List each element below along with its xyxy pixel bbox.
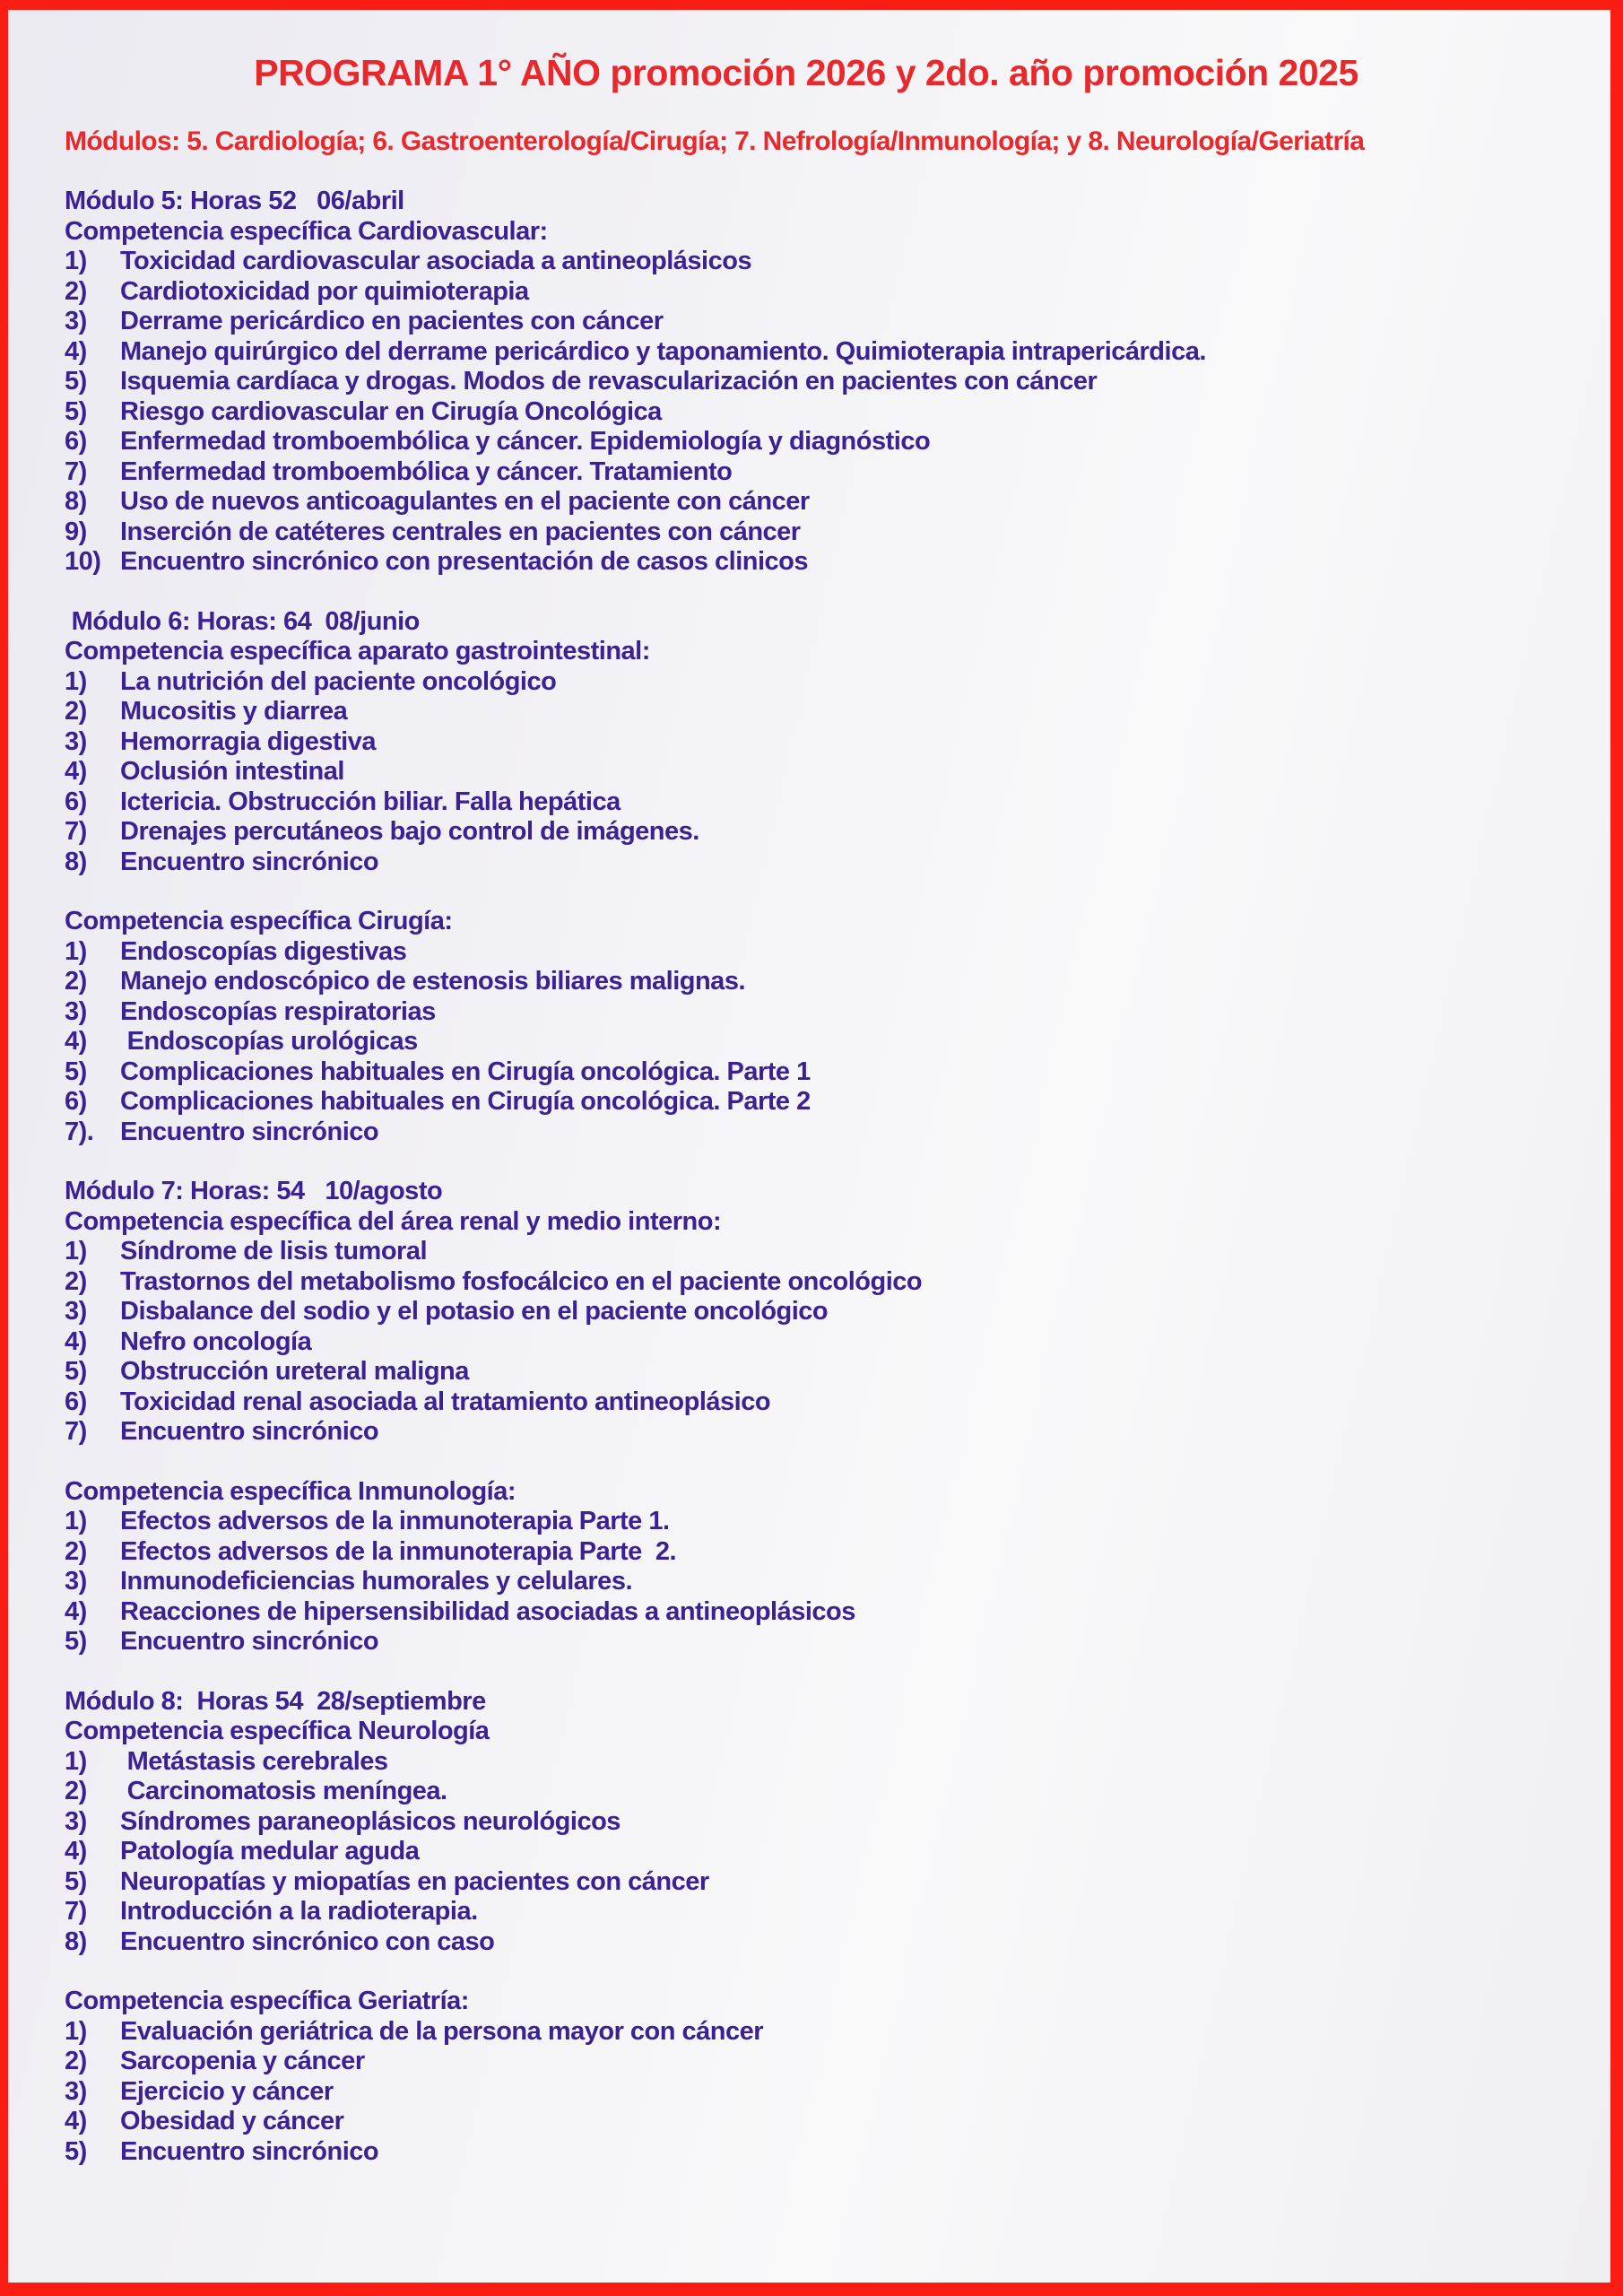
list-item bbox=[65, 1747, 1575, 1778]
document-content bbox=[8, 10, 1610, 2167]
competencia-subheading: Competencia específica Geriatría: bbox=[65, 1987, 469, 2015]
item-text: Hemorragia digestiva bbox=[120, 726, 376, 756]
item-text: Encuentro sincrónico con presentación de casos clinicos bbox=[120, 547, 808, 576]
item-text: Encuentro sincrónico bbox=[120, 1117, 379, 1146]
modules-subtitle: Módulos: 5. Cardiología; 6. Gastroenterología/Cirugía; 7. Nefrología/Inmunología; y 8. Neurología/Geriatría bbox=[65, 126, 1365, 156]
module-section bbox=[65, 1177, 1575, 1448]
item-text: Inserción de catéteres centrales en pacientes con cáncer bbox=[120, 517, 801, 546]
list-item bbox=[65, 787, 1575, 818]
item-text: Síndromes paraneoplásicos neurológicos bbox=[120, 1806, 621, 1836]
list-item bbox=[65, 817, 1575, 848]
competencia-subheading: Competencia específica Inmunología: bbox=[65, 1476, 516, 1506]
item-number: 5) bbox=[65, 1357, 87, 1386]
item-text: Complicaciones habituales en Cirugía oncológica. Parte 2 bbox=[120, 1087, 811, 1116]
item-number: 8) bbox=[65, 1926, 87, 1956]
item-text: Derrame pericárdico en pacientes con cáncer bbox=[120, 307, 664, 335]
list-item bbox=[65, 547, 1575, 578]
list-item bbox=[65, 427, 1575, 457]
item-text: Endoscopías respiratorias bbox=[120, 996, 436, 1026]
list-item bbox=[65, 367, 1575, 397]
list-item bbox=[65, 517, 1575, 548]
item-text: Introducción a la radioterapia. bbox=[120, 1897, 478, 1926]
item-text: Encuentro sincrónico bbox=[120, 2136, 379, 2166]
list-item bbox=[65, 1837, 1575, 1867]
competencia-subheading: Competencia específica aparato gastrointestinal: bbox=[65, 637, 650, 665]
item-number: 3) bbox=[65, 996, 87, 1026]
item-number: 2) bbox=[65, 2047, 87, 2075]
list-item bbox=[65, 1297, 1575, 1327]
item-number: 5) bbox=[65, 367, 87, 396]
item-number: 2) bbox=[65, 1536, 87, 1566]
item-number: 9) bbox=[65, 517, 87, 546]
item-text: Manejo quirúrgico del derrame pericárdico y taponamiento. Quimioterapia intrapericárdica. bbox=[120, 336, 1206, 366]
item-number: 1) bbox=[65, 247, 87, 275]
list-item bbox=[65, 1237, 1575, 1267]
item-number: 7) bbox=[65, 817, 87, 846]
module-heading: Módulo 5: Horas 52 06/abril bbox=[65, 187, 404, 215]
list-item bbox=[65, 1387, 1575, 1418]
list-item bbox=[65, 307, 1575, 337]
item-number: 5) bbox=[65, 1627, 87, 1656]
item-text: Oclusión intestinal bbox=[120, 757, 344, 786]
item-number: 7). bbox=[65, 1117, 94, 1146]
item-text: Encuentro sincrónico con caso bbox=[120, 1926, 495, 1956]
list-item bbox=[65, 1087, 1575, 1118]
item-number: 10) bbox=[65, 547, 101, 576]
item-number: 4) bbox=[65, 2107, 87, 2135]
competencia-subheading: Competencia específica del área renal y medio interno: bbox=[65, 1206, 722, 1236]
list-item bbox=[65, 967, 1575, 997]
item-text: Inmunodeficiencias humorales y celulares. bbox=[120, 1567, 632, 1596]
item-text: Manejo endoscópico de estenosis biliares malignas. bbox=[120, 967, 745, 996]
module-section bbox=[65, 1477, 1575, 1657]
item-text: Toxicidad renal asociada al tratamiento antineoplásico bbox=[120, 1387, 771, 1416]
item-number: 8) bbox=[65, 487, 87, 516]
item-text: Cardiotoxicidad por quimioterapia bbox=[120, 276, 529, 306]
list-item bbox=[65, 397, 1575, 428]
module-section bbox=[65, 607, 1575, 878]
item-text: Reacciones de hipersensibilidad asociadas a antineoplásicos bbox=[120, 1596, 855, 1626]
item-number: 8) bbox=[65, 847, 87, 876]
item-number: 1) bbox=[65, 1746, 87, 1776]
item-text: Efectos adversos de la inmunoterapia Parte 2. bbox=[120, 1536, 677, 1566]
list-item bbox=[65, 1027, 1575, 1057]
module-section bbox=[65, 187, 1575, 578]
list-item bbox=[65, 1267, 1575, 1298]
item-text: Encuentro sincrónico bbox=[120, 1627, 379, 1656]
item-text: Encuentro sincrónico bbox=[120, 1417, 379, 1446]
list-item bbox=[65, 2077, 1575, 2108]
item-text: Obstrucción ureteral maligna bbox=[120, 1357, 469, 1386]
list-item bbox=[65, 757, 1575, 787]
page-title: PROGRAMA 1° AÑO promoción 2026 y 2do. año promoción 2025 bbox=[254, 52, 1358, 93]
item-text: Ictericia. Obstrucción biliar. Falla hepática bbox=[120, 787, 621, 816]
list-item bbox=[65, 2107, 1575, 2137]
list-item bbox=[65, 487, 1575, 517]
list-item bbox=[65, 1357, 1575, 1387]
list-item bbox=[65, 1057, 1575, 1088]
item-number: 4) bbox=[65, 1027, 87, 1056]
item-number: 2) bbox=[65, 1777, 87, 1805]
competencia-subheading: Competencia específica Cardiovascular: bbox=[65, 216, 548, 246]
item-number: 2) bbox=[65, 1266, 87, 1296]
item-text: Uso de nuevos anticoagulantes en el paciente con cáncer bbox=[120, 487, 810, 516]
item-text: Neuropatías y miopatías en pacientes con cáncer bbox=[120, 1866, 709, 1896]
module-heading: Módulo 6: Horas: 64 08/junio bbox=[65, 606, 420, 636]
item-text: Encuentro sincrónico bbox=[120, 847, 379, 876]
item-text: Endoscopías digestivas bbox=[120, 936, 407, 966]
list-item bbox=[65, 1807, 1575, 1838]
item-number: 3) bbox=[65, 1806, 87, 1836]
item-text: Ejercicio y cáncer bbox=[120, 2076, 334, 2106]
item-text: Trastornos del metabolismo fosfocálcico en el paciente oncológico bbox=[120, 1266, 923, 1296]
item-number: 3) bbox=[65, 726, 87, 756]
item-number: 2) bbox=[65, 697, 87, 726]
item-text: Patología medular aguda bbox=[120, 1837, 420, 1866]
module-heading: Módulo 7: Horas: 54 10/agosto bbox=[65, 1177, 443, 1205]
list-item bbox=[65, 1597, 1575, 1628]
item-text: Sarcopenia y cáncer bbox=[120, 2047, 365, 2075]
item-number: 3) bbox=[65, 1297, 87, 1326]
item-number: 3) bbox=[65, 2076, 87, 2106]
list-item bbox=[65, 2137, 1575, 2168]
list-item bbox=[65, 997, 1575, 1028]
list-item bbox=[65, 337, 1575, 368]
list-item bbox=[65, 667, 1575, 698]
list-item bbox=[65, 1327, 1575, 1358]
list-item bbox=[65, 457, 1575, 488]
item-text: Enfermedad tromboembólica y cáncer. Epidemiología y diagnóstico bbox=[120, 427, 931, 456]
module-section bbox=[65, 1687, 1575, 1958]
item-number: 4) bbox=[65, 757, 87, 786]
item-number: 1) bbox=[65, 2016, 87, 2046]
item-text: Nefro oncología bbox=[120, 1326, 312, 1356]
list-item bbox=[65, 1897, 1575, 1927]
item-number: 5) bbox=[65, 2136, 87, 2166]
item-number: 4) bbox=[65, 1326, 87, 1356]
item-number: 2) bbox=[65, 967, 87, 996]
list-item bbox=[65, 2017, 1575, 2048]
list-item bbox=[65, 1927, 1575, 1958]
list-item bbox=[65, 1118, 1575, 1148]
list-item bbox=[65, 1507, 1575, 1537]
item-number: 6) bbox=[65, 427, 87, 456]
item-number: 1) bbox=[65, 936, 87, 966]
item-text: Mucositis y diarrea bbox=[120, 697, 348, 726]
item-text: Carcinomatosis meníngea. bbox=[120, 1777, 447, 1805]
item-number: 3) bbox=[65, 307, 87, 335]
competencia-subheading: Competencia específica Neurología bbox=[65, 1717, 490, 1745]
list-item bbox=[65, 727, 1575, 758]
item-number: 7) bbox=[65, 457, 87, 486]
module-heading: Módulo 8: Horas 54 28/septiembre bbox=[65, 1686, 486, 1716]
item-number: 1) bbox=[65, 1507, 87, 1535]
sections bbox=[65, 187, 1575, 2167]
item-number: 5) bbox=[65, 1866, 87, 1896]
list-item bbox=[65, 2047, 1575, 2077]
item-text: Disbalance del sodio y el potasio en el paciente oncológico bbox=[120, 1297, 829, 1326]
item-number: 4) bbox=[65, 1596, 87, 1626]
item-number: 7) bbox=[65, 1897, 87, 1926]
list-item bbox=[65, 1627, 1575, 1657]
list-item bbox=[65, 697, 1575, 727]
item-number: 1) bbox=[65, 666, 87, 696]
item-text: La nutrición del paciente oncológico bbox=[120, 666, 557, 696]
list-item bbox=[65, 1777, 1575, 1807]
item-number: 7) bbox=[65, 1417, 87, 1446]
item-number: 3) bbox=[65, 1567, 87, 1596]
list-item bbox=[65, 1537, 1575, 1568]
item-text: Complicaciones habituales en Cirugía oncológica. Parte 1 bbox=[120, 1057, 811, 1086]
item-number: 5) bbox=[65, 396, 87, 426]
competencia-subheading: Competencia específica Cirugía: bbox=[65, 907, 453, 935]
item-text: Endoscopías urológicas bbox=[120, 1027, 418, 1056]
item-number: 6) bbox=[65, 1087, 87, 1116]
item-number: 4) bbox=[65, 336, 87, 366]
list-item bbox=[65, 848, 1575, 878]
list-item bbox=[65, 247, 1575, 277]
item-text: Isquemia cardíaca y drogas. Modos de revascularización en pacientes con cáncer bbox=[120, 367, 1098, 396]
item-text: Síndrome de lisis tumoral bbox=[120, 1237, 428, 1265]
item-text: Evaluación geriátrica de la persona mayor con cáncer bbox=[120, 2016, 764, 2046]
list-item bbox=[65, 1417, 1575, 1448]
item-number: 4) bbox=[65, 1837, 87, 1866]
item-text: Toxicidad cardiovascular asociada a antineoplásicos bbox=[120, 247, 752, 275]
item-number: 1) bbox=[65, 1237, 87, 1265]
list-item bbox=[65, 277, 1575, 308]
item-number: 5) bbox=[65, 1057, 87, 1086]
item-text: Enfermedad tromboembólica y cáncer. Tratamiento bbox=[120, 457, 733, 486]
item-text: Drenajes percutáneos bajo control de imágenes. bbox=[120, 817, 699, 846]
item-text: Riesgo cardiovascular en Cirugía Oncológica bbox=[120, 396, 662, 426]
list-item bbox=[65, 1867, 1575, 1898]
item-number: 6) bbox=[65, 787, 87, 816]
item-text: Metástasis cerebrales bbox=[120, 1746, 388, 1776]
module-section bbox=[65, 907, 1575, 1147]
module-section bbox=[65, 1987, 1575, 2167]
item-text: Obesidad y cáncer bbox=[120, 2107, 344, 2135]
list-item bbox=[65, 937, 1575, 968]
item-number: 6) bbox=[65, 1387, 87, 1416]
item-number: 2) bbox=[65, 276, 87, 306]
item-text: Efectos adversos de la inmunoterapia Parte 1. bbox=[120, 1507, 670, 1535]
list-item bbox=[65, 1567, 1575, 1597]
